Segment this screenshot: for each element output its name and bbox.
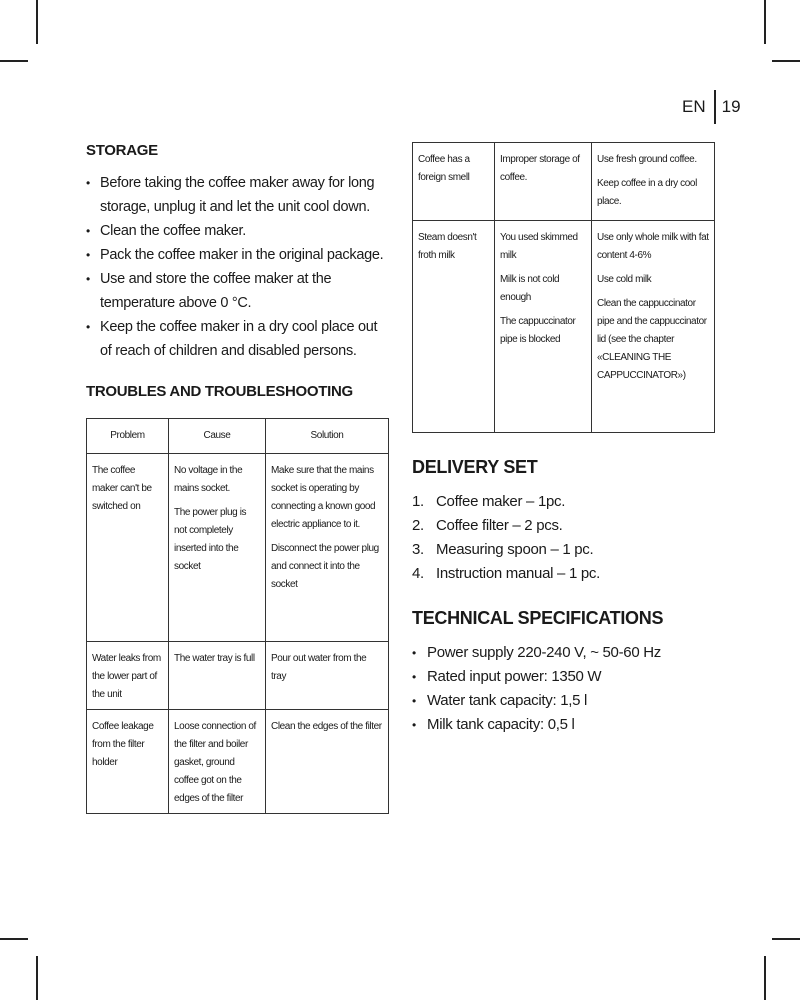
cell-text: Use cold milk <box>597 274 652 285</box>
table-row <box>87 454 389 642</box>
list-item: • Keep the coffee maker in a dry cool place out of reach of children and disabled persons. <box>86 315 391 363</box>
list-item <box>412 562 716 586</box>
solution-cell <box>266 642 389 710</box>
cause-cell <box>495 143 592 221</box>
problem-cell <box>413 143 495 221</box>
cause-cell <box>169 454 266 642</box>
list-item: • Milk tank capacity: 0,5 l <box>412 713 716 737</box>
problem-cell <box>87 454 169 642</box>
crop-mark <box>36 0 38 44</box>
problem-cell <box>87 710 169 814</box>
list-item: • Power supply 220-240 V, ~ 50-60 Hz <box>412 641 716 665</box>
cell-text: Use only whole milk with fat content 4-6% <box>597 232 709 261</box>
list-item: • Pack the coffee maker in the original package. <box>86 243 391 267</box>
cell-text: The power plug is not completely inserted into the socket <box>174 507 247 572</box>
left-column <box>86 142 391 814</box>
crop-mark <box>772 938 800 940</box>
page-header <box>682 90 741 124</box>
crop-mark <box>36 956 38 1000</box>
right-column <box>412 142 716 737</box>
specs-list <box>412 641 716 737</box>
item-text: Coffee maker – 1pc. <box>436 493 566 510</box>
cell-text: Improper storage of coffee. <box>500 154 580 183</box>
cause-cell <box>169 710 266 814</box>
solution-cell <box>266 710 389 814</box>
item-number: 1. <box>412 493 424 510</box>
troubleshooting-table-continued <box>412 142 715 433</box>
cell-text: Coffee has a foreign smell <box>418 154 470 183</box>
cell-text: No voltage in the mains socket. <box>174 465 243 494</box>
item-text: Instruction manual – 1 pc. <box>436 565 600 582</box>
cell-text: Disconnect the power plug and connect it into the socket <box>271 543 379 590</box>
list-item <box>412 514 716 538</box>
table-header-row <box>87 419 389 454</box>
language-code: EN <box>682 97 706 116</box>
list-item <box>412 490 716 514</box>
cell-text: The cappuccinator pipe is blocked <box>500 316 576 345</box>
problem-cell <box>413 221 495 433</box>
column-header-cause: Cause <box>169 419 266 454</box>
cell-text: Water leaks from the lower part of the unit <box>92 653 161 700</box>
solution-cell <box>592 221 715 433</box>
item-number: 4. <box>412 565 424 582</box>
troubleshooting-title: TROUBLES AND TROUBLESHOOTING <box>86 383 353 400</box>
cell-text: Loose connection of the filter and boiler gasket, ground coffee got on the edges of the filter <box>174 721 256 804</box>
cell-text: The coffee maker can't be switched on <box>92 465 152 512</box>
table-row <box>413 143 715 221</box>
solution-cell <box>592 143 715 221</box>
item-number: 3. <box>412 541 424 558</box>
cell-text: Coffee leakage from the filter holder <box>92 721 154 768</box>
item-text: Coffee filter – 2 pcs. <box>436 517 563 534</box>
table-row <box>413 221 715 433</box>
cell-text: The water tray is full <box>174 653 255 664</box>
cell-text: Clean the edges of the filter <box>271 721 382 732</box>
cause-cell <box>169 642 266 710</box>
table-row <box>87 710 389 814</box>
troubleshooting-table <box>86 418 389 814</box>
item-number: 2. <box>412 517 424 534</box>
page-number: 19 <box>721 97 741 116</box>
crop-mark <box>0 60 28 62</box>
crop-mark <box>764 0 766 44</box>
list-item <box>412 538 716 562</box>
list-item: • Before taking the coffee maker away for long storage, unplug it and let the unit cool down. <box>86 171 391 219</box>
delivery-set-title: DELIVERY SET <box>412 457 538 477</box>
cell-text: Milk is not cold enough <box>500 274 560 303</box>
cell-text: Clean the cappuccinator pipe and the cappuccinator lid (see the chapter «CLEANING THE CAPPUCCINATOR») <box>597 298 707 381</box>
list-item: • Water tank capacity: 1,5 l <box>412 689 716 713</box>
crop-mark <box>0 938 28 940</box>
solution-cell <box>266 454 389 642</box>
cell-text: You used skimmed milk <box>500 232 578 261</box>
storage-list <box>86 171 391 363</box>
list-item: • Clean the coffee maker. <box>86 219 391 243</box>
cell-text: Keep coffee in a dry cool place. <box>597 178 697 207</box>
column-header-problem: Problem <box>87 419 169 454</box>
technical-specifications-title: TECHNICAL SPECIFICATIONS <box>412 608 664 628</box>
cell-text: Pour out water from the tray <box>271 653 367 682</box>
cell-text: Make sure that the mains socket is operating by connecting a known good electric appliance to it. <box>271 465 376 530</box>
table-row <box>87 642 389 710</box>
delivery-list <box>412 490 716 586</box>
crop-mark <box>772 60 800 62</box>
crop-mark <box>764 956 766 1000</box>
item-text: Measuring spoon – 1 pc. <box>436 541 594 558</box>
list-item: • Use and store the coffee maker at the temperature above 0 °C. <box>86 267 391 315</box>
cell-text: Use fresh ground coffee. <box>597 154 697 165</box>
list-item: • Rated input power: 1350 W <box>412 665 716 689</box>
storage-title: STORAGE <box>86 142 158 159</box>
cell-text: Steam doesn't froth milk <box>418 232 477 261</box>
problem-cell <box>87 642 169 710</box>
cause-cell <box>495 221 592 433</box>
column-header-solution: Solution <box>266 419 389 454</box>
